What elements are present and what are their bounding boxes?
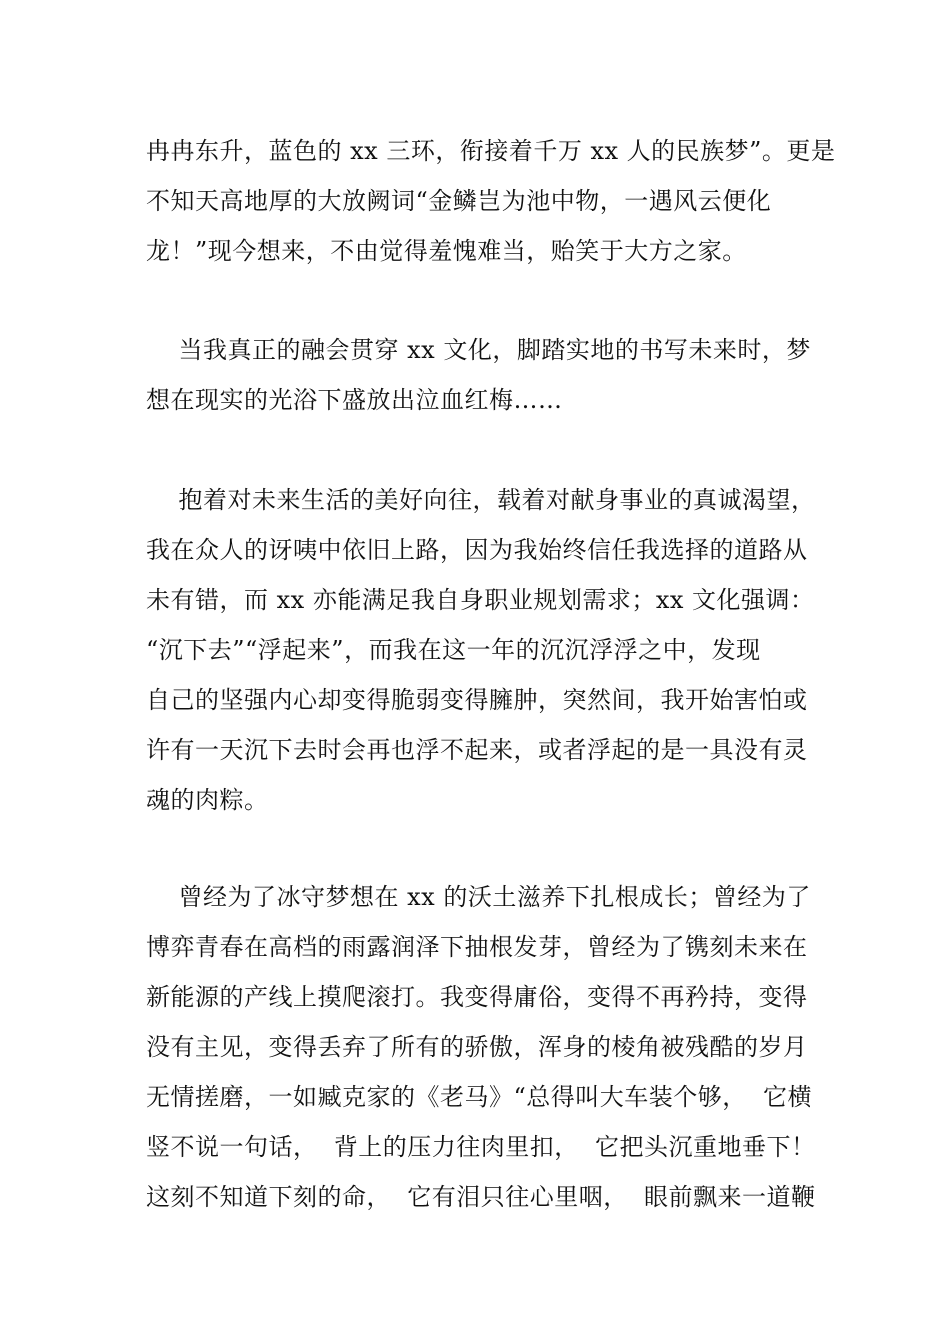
text-line: 这刻不知道下刻的命， 它有泪只往心里咽， 眼前飘来一道鞭	[146, 1183, 816, 1211]
text-line: 抱着对未来生活的美好向往，载着对献身事业的真诚渴望，	[146, 486, 816, 514]
text-line: 未有错，而 xx 亦能满足我自身职业规划需求；xx 文化强调：	[146, 586, 815, 614]
text-line: 无情搓磨，一如臧克家的《老马》“总得叫大车装个够， 它横	[146, 1083, 813, 1111]
text-line: 当我真正的融会贯穿 xx 文化，脚踏实地的书写未来时，梦	[146, 336, 811, 364]
text-line: 曾经为了冰守梦想在 xx 的沃土滋养下扎根成长；曾经为了	[146, 883, 811, 911]
text-line: 新能源的产线上摸爬滚打。我变得庸俗，变得不再矜持，变得	[146, 983, 808, 1011]
text-line: 博弈青春在高档的雨露润泽下抽根发芽，曾经为了镌刻未来在	[146, 933, 808, 961]
text-line: 龙！”现今想来，不由觉得羞愧难当，贻笑于大方之家。	[146, 237, 747, 265]
text-line: 魂的肉粽。	[146, 786, 269, 814]
paragraph-2	[146, 325, 826, 425]
paragraph-3	[146, 475, 826, 825]
text-line: “沉下去”“浮起来”，而我在这一年的沉沉浮浮之中，发现	[146, 636, 761, 664]
text-line: 许有一天沉下去时会再也浮不起来，或者浮起的是一具没有灵	[146, 736, 808, 764]
text-line: 没有主见，变得丢弃了所有的骄傲，浑身的棱角被残酷的岁月	[146, 1033, 808, 1061]
text-line: 自己的坚强内心却变得脆弱变得臃肿，突然间，我开始害怕或	[146, 686, 808, 714]
paragraph-1	[146, 126, 836, 276]
paragraph-4	[146, 872, 826, 1222]
text-line: 竖不说一句话， 背上的压力往肉里扣， 它把头沉重地垂下！	[146, 1133, 816, 1161]
text-line: 我在众人的讶咦中依旧上路，因为我始终信任我选择的道路从	[146, 536, 808, 564]
text-line: 想在现实的光浴下盛放出泣血红梅……	[146, 386, 563, 414]
text-line: 不知天高地厚的大放阙词“金鳞岂为池中物，一遇风云便化	[146, 187, 772, 215]
text-line: 冉冉东升，蓝色的 xx 三环，衔接着千万 xx 人的民族梦”。更是	[146, 137, 836, 165]
